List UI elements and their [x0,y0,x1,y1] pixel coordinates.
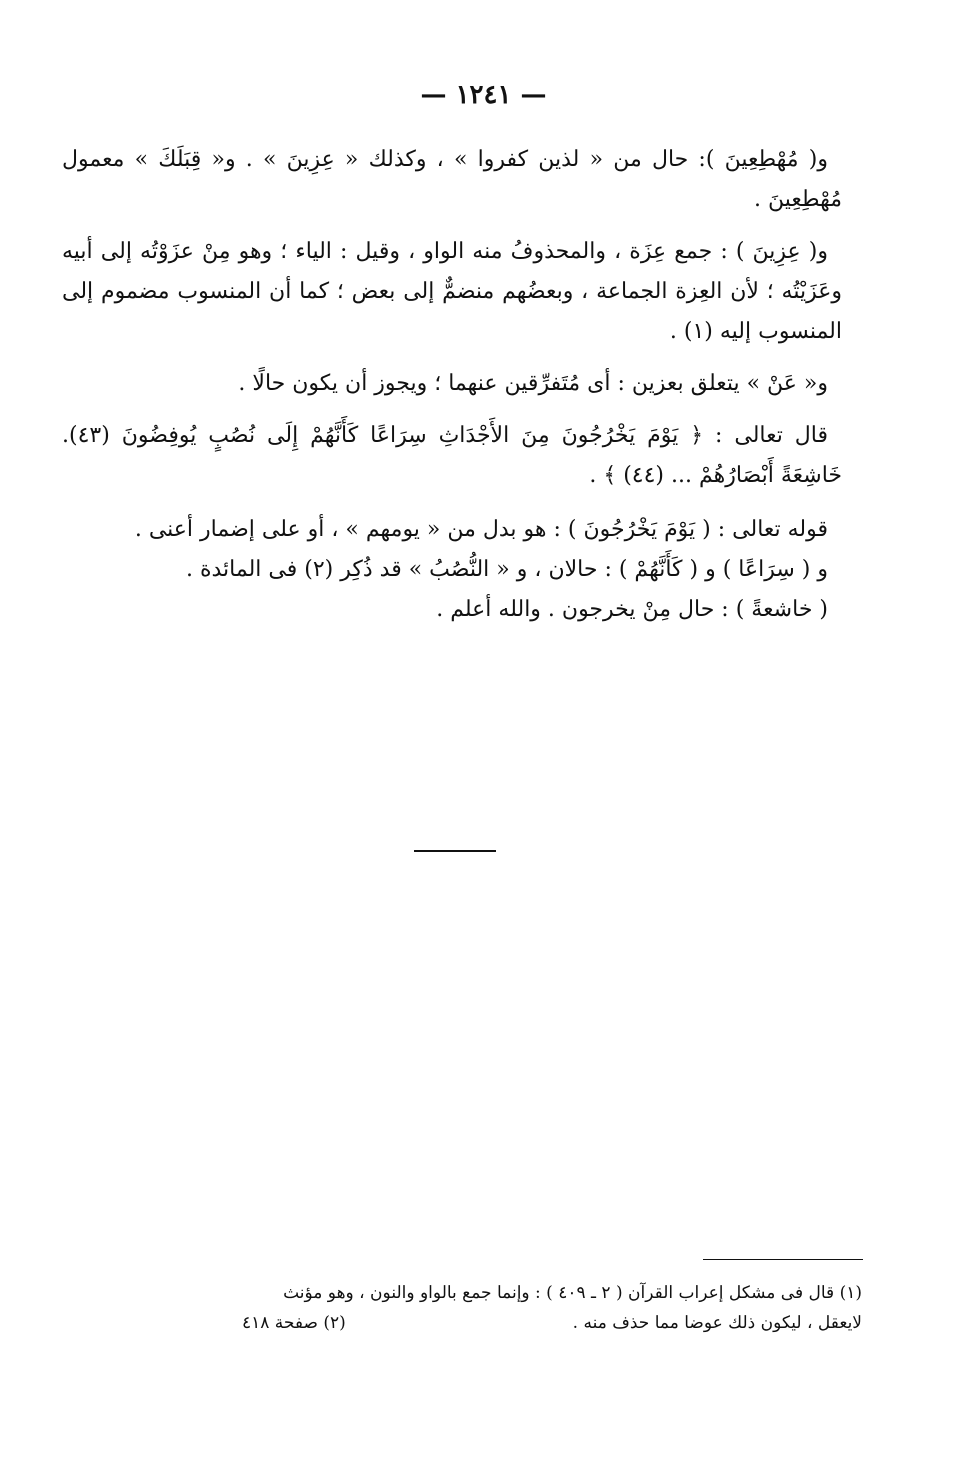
footnote-1: (١) قال فى مشكل إعراب القرآن ( ٢ ـ ٤٠٩ ) : وإنما جمع بالواو والنون ، وهو مؤنث [283,1283,862,1303]
footnote-2: (٢) صفحة ٤١٨ [242,1313,346,1333]
page-number: — ١٢٤١ — [420,80,547,110]
quran-verse: قال تعالى : ﴿ يَوْمَ يَخْرُجُونَ مِنَ الأَجْدَاثِ سِرَاعًا كَأَنَّهُمْ إِلَى نُصُبٍ يُوفِضُونَ (٤٣). خَاشِعَةً أَبْصَارُهُمْ ... (٤٤) ﴾ . [62,423,842,488]
footnote-rule [703,1259,863,1260]
section-separator [414,850,496,852]
commentary-line-3: ( خاشعةً ) : حال مِنْ يخرجون . والله أعلم . [436,597,828,622]
paragraph-an: و« عَنْ » يتعلق بعزين : أى مُتَفرِّقين عنهما ؛ ويجوز أن يكون حالًا . [238,371,828,396]
main-text [62,140,842,630]
paragraph-izin: و( عِزِينَ ) : جمع عِزَة ، والمحذوفُ منه الواو ، وقيل : الياء ؛ وهو مِنْ عزَوْتُه إلى أبيه وعَزَيْتُه ؛ لأن العِزة الجماعة ، وبعضُهم منضمٌّ إلى بعض ؛ كما أن المنسوب مضموم إلى المنسوب إليه (١) . [62,239,842,344]
commentary-line-1: قوله تعالى : ( يَوْمَ يَخْرُجُونَ ) : هو بدل من « يومهم » ، أو على إضمار أعنى . [134,517,828,542]
paragraph-muhtiin: و( مُهْطِعِينَ ): حال من « لذين كفروا » ، وكذلك « عِزِينَ » . و« قِبَلَكَ » معمول مُهْطِعِينَ . [62,147,842,212]
footnotes [62,1278,862,1338]
footnote-1-continuation: لايعقل ، ليكون ذلك عوضا مما حذف منه . [572,1313,862,1333]
footnote-row [242,1308,862,1338]
commentary-line-2: و ( سِرَاعًا ) و ( كَأَنَّهُمْ ) : حالان ، و « النُّصُبُ » قد ذُكِر (٢) فى المائدة . [186,557,828,582]
